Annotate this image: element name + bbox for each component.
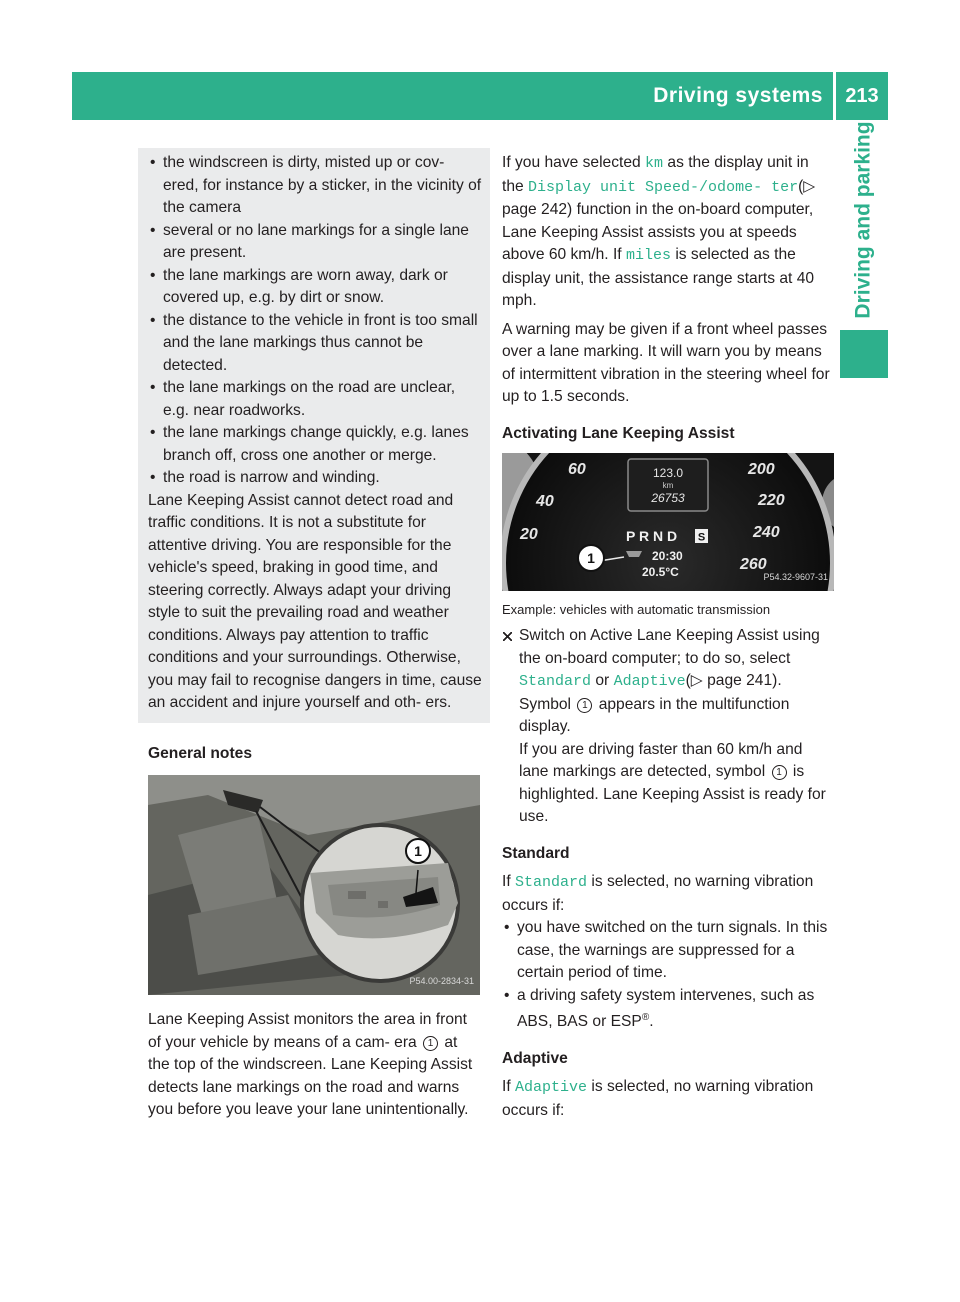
standard-option: Standard [519, 673, 592, 690]
page-number: 213 [845, 84, 879, 107]
adaptive-option: Adaptive [613, 673, 686, 690]
camera-location-image [148, 775, 480, 995]
callout-symbol: 1 [577, 698, 592, 713]
if-word: If [502, 873, 511, 890]
image-reference-code: P54.32-9607-31 [763, 571, 828, 582]
step-page-ref: (▷ page 241). [685, 672, 782, 689]
image-callout: 1 [587, 550, 595, 566]
trip-unit: km [662, 481, 674, 490]
warning-bullet: • the distance to the vehicle in front is too small and the lane markings thus cannot be detected. [148, 310, 482, 378]
warning-box [138, 148, 490, 723]
if-word: If [502, 1078, 511, 1096]
standard-bullet: • you have switched on the turn signals. In this case, the warnings are suppressed for a certain period of time. [502, 917, 834, 985]
standard-bullet [502, 985, 834, 1034]
intro-text-4: is selected as the display unit, the assistance range starts at 40 mph. [502, 246, 815, 309]
warning-bullet: • several or no lane markings for a single lane are present. [148, 220, 482, 265]
instruction-step [502, 625, 834, 829]
intro-paragraph [502, 152, 834, 313]
adaptive-heading: Adaptive [502, 1049, 568, 1067]
header-bar [72, 72, 888, 120]
step-text-1: Switch on Active Lane Keeping Assist using the on-board computer; to do so, select [519, 627, 820, 667]
general-text-2: at the top of the windscreen. Lane Keeping Assist detects lane markings on the road and warns you before you leave your lane unintentionally. [148, 1033, 473, 1118]
warning-paragraph: A warning may be given if a front wheel passes over a lane marking. It will warn you by means of intermittent vibration in the steering wheel for up to 1.5 seconds. [502, 320, 830, 405]
warning-bullet: • the road is narrow and winding. [148, 467, 482, 490]
standard-text: is selected, no warning vibration occurs if: [502, 873, 814, 914]
warning-bullet: • the lane markings on the road are unclear, e.g. near roadworks. [148, 377, 482, 422]
speed-label: 260 [740, 556, 767, 573]
chapter-tab [840, 120, 888, 320]
speed-label: 20 [520, 526, 538, 543]
miles-option: miles [625, 247, 671, 264]
speed-label: 220 [758, 492, 785, 509]
standard-bullet-text: a driving safety system intervenes, such as ABS, BAS or ESP [517, 986, 815, 1031]
adaptive-option: Adaptive [515, 1079, 588, 1097]
warning-bullet: • the lane markings change quickly, e.g. lanes branch off, cross one another or merge. [148, 422, 482, 467]
odometer-value: 26753 [651, 491, 685, 505]
left-column [148, 148, 480, 1122]
speed-label: 60 [568, 461, 586, 478]
gear-indicator: P R N D [626, 528, 678, 544]
general-notes-heading: General notes [148, 744, 252, 762]
warning-text: Lane Keeping Assist cannot detect road and traffic conditions. It is not a substitute for attentive driving. You are responsible for the vehicle's speed, braking in good time, and steering correctly. Always adapt your driving style to suit the prevailing road and weather conditions. Always pay attention to traffic conditions and your surroundings. Otherwise, you may fail to recognise dangers in time, cause an accident and injure yourself and oth- ers. [148, 491, 482, 711]
speed-label: 40 [536, 493, 554, 510]
speed-label: 200 [748, 461, 775, 478]
temperature-display: 20.5°C [642, 565, 679, 579]
speed-label: 240 [753, 524, 780, 541]
right-column [502, 152, 834, 1122]
step-faster-text-2: is highlighted. Lane Keeping Assist is ready for use. [519, 763, 826, 825]
adaptive-paragraph [502, 1076, 834, 1122]
standard-option: Standard [515, 874, 588, 891]
km-option: km [645, 155, 664, 172]
image-reference-code: P54.00-2834-31 [409, 975, 474, 986]
step-or: or [595, 672, 610, 689]
standard-heading: Standard [502, 844, 570, 862]
intro-text-1: If you have selected [502, 154, 641, 171]
intro-text-3: (▷ page 242) function in the on-board computer, Lane Keeping Assist assists you at speeds above 60 km/h. If [502, 177, 816, 263]
period: . [649, 1013, 654, 1031]
step-symbol-text-2: appears in the multifunction display. [519, 695, 790, 735]
camera-illustration [148, 775, 480, 995]
general-notes-paragraph [148, 1009, 480, 1122]
chapter-tab-label: Driving and parking [852, 121, 876, 319]
gear-s-indicator: S [697, 531, 706, 544]
chapter-marker [840, 330, 888, 378]
warning-bullet: • the windscreen is dirty, misted up or cov- ered, for instance by a sticker, in the vicinity of the camera [148, 152, 482, 220]
activating-heading: Activating Lane Keeping Assist [502, 424, 735, 442]
image-callout: 1 [414, 843, 422, 859]
registered-mark: ® [641, 1012, 650, 1023]
intro-text-2: as the display unit in the [502, 154, 809, 195]
step-faster-text-1: If you are driving faster than 60 km/h and lane markings are detected, symbol [519, 740, 803, 780]
instrument-cluster-image [502, 453, 834, 591]
section-title: Driving systems [653, 84, 823, 107]
warning-bullet: • the lane markings are worn away, dark or covered up, e.g. by dirt or snow. [148, 265, 482, 310]
display-unit-function: Display unit Speed-/odome‐ ter [528, 178, 799, 196]
adaptive-text: is selected, no warning vibration occurs if: [502, 1078, 814, 1119]
clock-display: 20:30 [652, 549, 683, 563]
general-text-1: Lane Keeping Assist monitors the area in front of your vehicle by means of a cam- era [148, 1011, 467, 1051]
callout-symbol: 1 [423, 1036, 438, 1051]
callout-symbol: 1 [772, 765, 787, 780]
trip-value: 123.0 [652, 466, 684, 480]
standard-paragraph [502, 871, 834, 917]
step-symbol-text-1: Symbol [519, 695, 571, 713]
image-caption: Example: vehicles with automatic transmission [502, 602, 771, 617]
